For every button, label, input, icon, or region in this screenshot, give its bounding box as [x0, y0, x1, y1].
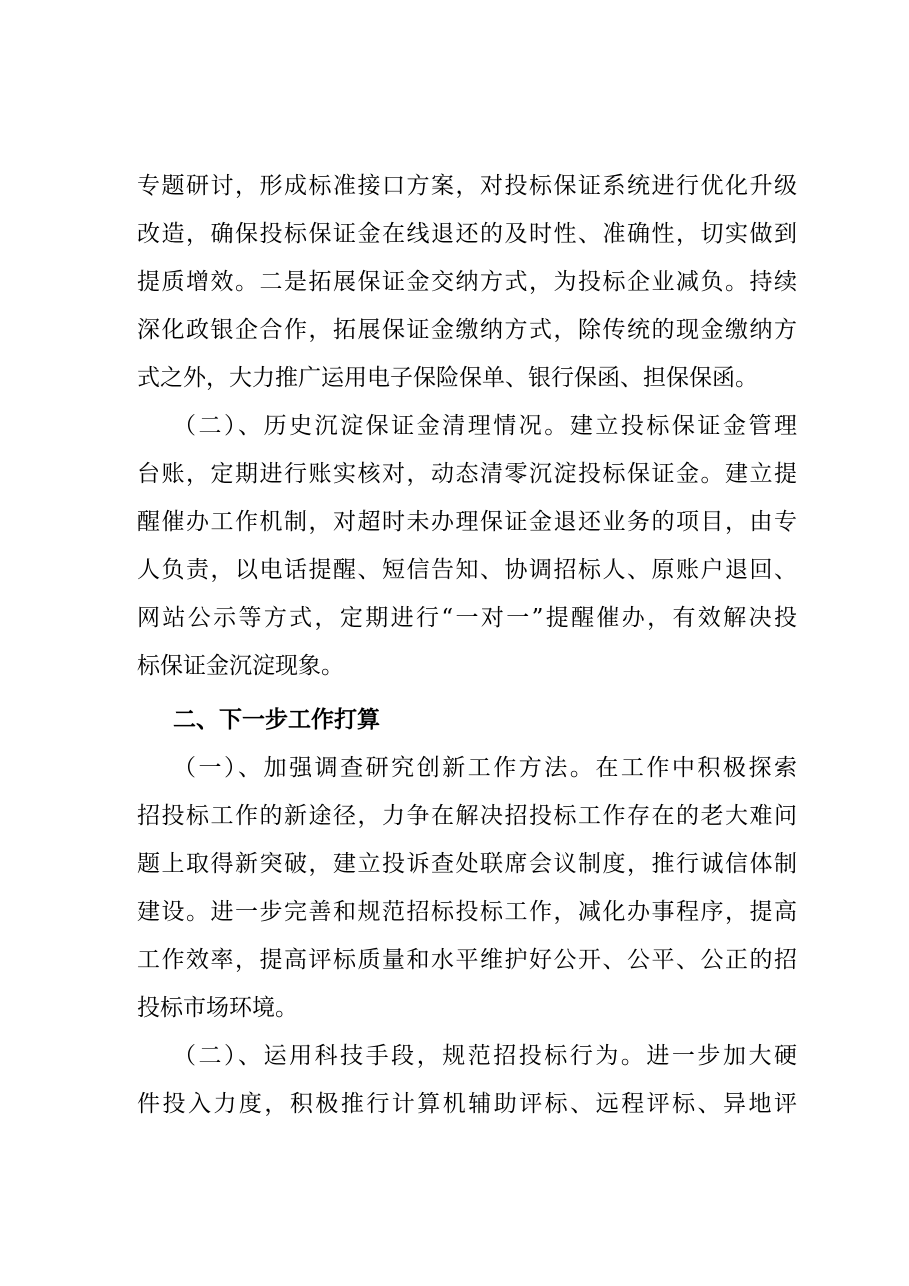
- paragraph-4: [137, 1032, 797, 1128]
- text-line: 题上取得新突破，建立投诉查处联席会议制度，推行诚信体制: [137, 851, 797, 877]
- text-line: 人负责，以电话提醒、短信告知、协调招标人、原账户退回、: [137, 557, 797, 583]
- text-line: 投标市场环境。: [137, 995, 298, 1021]
- paragraph-3: [137, 744, 797, 1032]
- text-line: 台账，定期进行账实核对，动态清零沉淀投标保证金。建立提: [137, 461, 797, 487]
- text-line: 改造，确保投标保证金在线退还的及时性、准确性，切实做到: [137, 221, 797, 247]
- text-line: 工作效率，提高评标质量和水平维护好公开、公平、公正的招: [137, 947, 797, 973]
- document-body: [137, 162, 797, 1128]
- text-line: 专题研讨，形成标准接口方案，对投标保证系统进行优化升级: [137, 173, 797, 199]
- text-line: （二）、历史沉淀保证金清理情况。建立投标保证金管理: [173, 413, 797, 439]
- paragraph-2: [137, 402, 797, 690]
- text-line: 招投标工作的新途径，力争在解决招投标工作存在的老大难问: [137, 803, 797, 829]
- text-line: 建设。进一步完善和规范招标投标工作，减化办事程序，提高: [137, 899, 797, 925]
- text-line: 网站公示等方式，定期进行“一对一”提醒催办，有效解决投: [137, 605, 797, 631]
- text-line: 件投入力度，积极推行计算机辅助评标、远程评标、异地评: [137, 1091, 797, 1117]
- text-line: 醒催办工作机制，对超时未办理保证金退还业务的项目，由专: [137, 509, 797, 535]
- text-line: 标保证金沉淀现象。: [137, 653, 344, 679]
- text-line: 深化政银企合作，拓展保证金缴纳方式，除传统的现金缴纳方: [137, 317, 797, 343]
- paragraph-1: [137, 162, 797, 402]
- section-heading: 二、下一步工作打算: [173, 707, 380, 733]
- text-line: （二）、运用科技手段，规范招投标行为。进一步加大硬: [173, 1043, 797, 1069]
- text-line: 式之外，大力推广运用电子保险保单、银行保函、担保保函。: [137, 365, 758, 391]
- text-line: （一）、加强调查研究创新工作方法。在工作中积极探索: [173, 755, 797, 781]
- text-line: 提质增效。二是拓展保证金交纳方式，为投标企业减负。持续: [137, 269, 797, 295]
